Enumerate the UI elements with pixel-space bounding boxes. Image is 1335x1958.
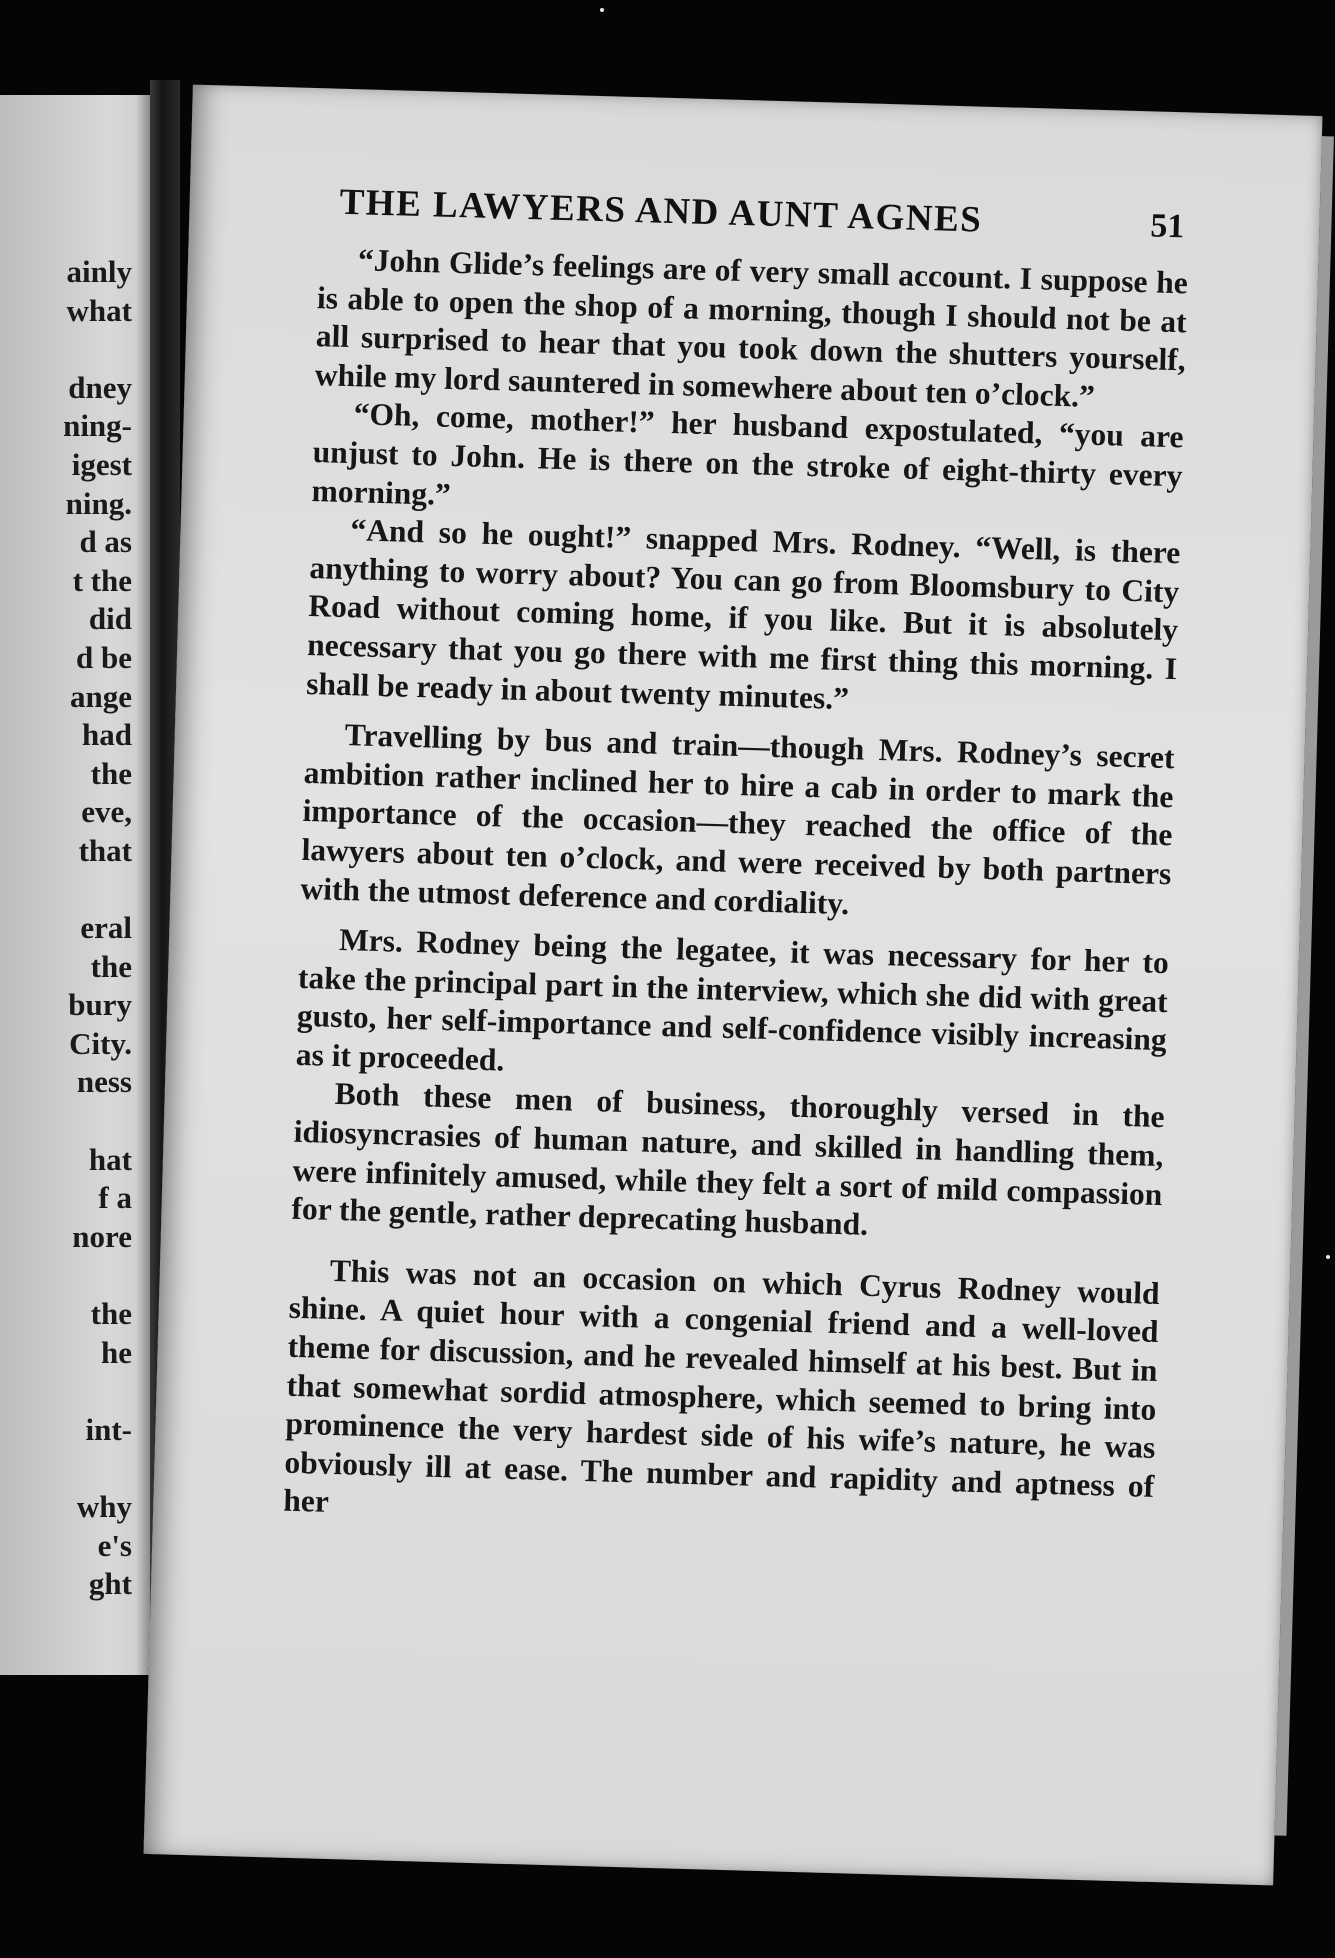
left-page-line-fragment: had [82,717,132,753]
left-page-line-fragment: f a [98,1180,132,1216]
left-page-line-fragment: eral [80,910,132,946]
left-page-line-fragment: e's [97,1527,132,1563]
body-text [283,240,1188,1545]
left-page-line-fragment: he [101,1334,132,1370]
left-page-line-fragment [63,871,132,910]
chapter-title: THE LAWYERS AND AUNT AGNES [339,181,983,241]
page-edge [1274,136,1333,1836]
paragraph: “Oh, come, mother!” her husband expostulated, “you are unjust to John. He is there on the stroke of eight-thirty every morning.” [311,396,1184,512]
left-page-line-fragment: igest [71,446,132,482]
paragraph: This was not an occasion on which Cyrus Rodney would shine. A quiet hour with a congenial friend and a well-loved theme for discussion, and he revealed himself at his best. But in that somewhat sordid atmosphere, which seemed to bring into prominence the very hardest side of his wife’s nature, he was obviously ill at ease. The number and rapidity and aptness of her [282,1252,1161,1520]
left-page-line-fragment: eve, [81,794,132,830]
left-page-line-fragment: that [78,832,132,868]
left-page-line-fragment [63,1102,132,1141]
left-page-line-fragment: the [90,755,132,791]
paragraph: Mrs. Rodney being the legatee, it was necessary for her to take the principal part in the interview, which she did with great gusto, her self-importance and self-confidence visibly increasing as it proceeded. [295,922,1170,1078]
left-page-line-fragment: hat [88,1141,132,1177]
paragraph: “And so he ought!” snapped Mrs. Rodney. “Well, is there anything to worry about? You can go from Bloomsbury to City Road without coming home, if you like. But it is absolutely necessary that you go there with me first thing this morning. I shall be ready in about twenty minutes.” [305,512,1181,716]
right-page [144,85,1323,1886]
left-page-line-fragment: ght [88,1566,132,1602]
left-page-line-fragment: did [88,601,132,637]
page-number: 51 [1149,207,1185,246]
left-page-line-fragment: ning. [65,485,132,521]
left-facing-page [0,95,158,1675]
left-page-line-fragment: what [66,292,132,328]
running-head [339,181,1185,248]
paragraph: Both these men of business, thoroughly versed in the idiosyncrasies of human nature, and skilled in handling them, were infinitely amused, while they felt a sort of mild compassion for the gentle, rather deprecating husband. [291,1076,1165,1243]
left-page-line-fragment: dney [68,369,132,405]
left-page-line-fragment: d be [76,639,132,675]
left-page-line-fragment [63,1372,132,1411]
scan-artifact [600,8,604,12]
paragraph: Travelling by bus and train—though Mrs. Rodney’s secret ambition rather inclined her to hire a cab in order to mark the importance of the occasion—they reached the office of the lawyers about ten o’clock, and were received by both partners with the utmost deference and cordiality. [300,717,1176,921]
left-page-line-fragment: ness [76,1064,132,1100]
left-page-line-fragment: nore [72,1218,132,1254]
left-page-line-fragment: bury [68,987,132,1023]
left-page-line-fragment: ning- [63,408,132,444]
left-page-line-fragment: t the [72,562,132,598]
left-page-line-fragment [63,1449,132,1488]
left-page-line-fragment: ange [70,678,132,714]
left-page-line-fragment: d as [79,524,132,560]
left-page-line-fragment: City. [69,1025,132,1061]
paragraph: “John Glide’s feelings are of very small account. I suppose he is able to open the shop of a morning, though I should not be at all surprised to hear that you took down the shutters yourself, while my lord sauntered in somewhere about ten o’clock.” [314,242,1189,414]
left-page-line-fragment: why [76,1489,132,1524]
left-page-line-fragment: the [90,1296,132,1332]
left-page-line-fragment [63,1256,132,1295]
scan-artifact [1326,1255,1330,1259]
left-page-line-fragment: ainly [66,254,132,289]
left-page-line-fragment: the [90,948,132,984]
left-page-line-fragment [63,330,132,369]
left-page-line-fragment: int- [85,1411,132,1447]
left-page-text-fragments [63,253,132,1604]
